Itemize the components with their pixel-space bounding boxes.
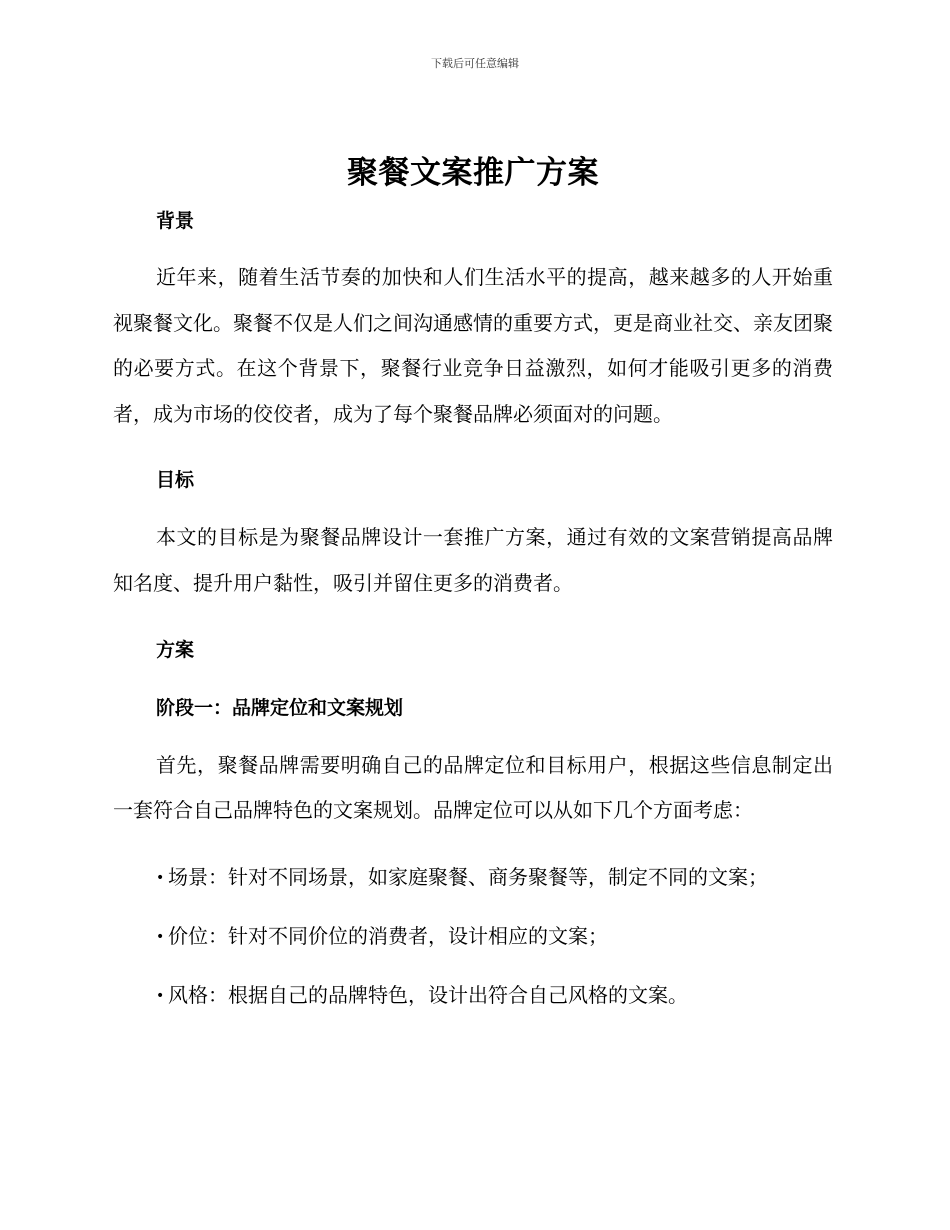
header-note: 下载后可任意编辑 bbox=[431, 57, 519, 70]
bullet-item: • 风格：根据自己的品牌特色，设计出符合自己风格的文案。 bbox=[113, 980, 833, 1011]
bullet-item: • 价位：针对不同价位的消费者，设计相应的文案； bbox=[113, 921, 833, 952]
bullet-item: • 场景：针对不同场景，如家庭聚餐、商务聚餐等，制定不同的文案； bbox=[113, 862, 833, 893]
heading-stage-one: 阶段一：品牌定位和文案规划 bbox=[156, 696, 404, 719]
document-content bbox=[113, 150, 833, 1011]
bullet-dot-icon: • bbox=[156, 928, 165, 945]
heading-goal: 目标 bbox=[156, 469, 195, 492]
heading-background: 背景 bbox=[156, 210, 195, 232]
bullet-dot-icon: • bbox=[156, 987, 165, 1004]
paragraph-goal: 本文的目标是为聚餐品牌设计一套推广方案，通过有效的文案营销提高品牌知名度、提升用户黏性，吸引并留住更多的消费者。 bbox=[113, 525, 833, 595]
paragraph-stage-one: 首先，聚餐品牌需要明确自己的品牌定位和目标用户，根据这些信息制定出一套符合自己品牌特色的文案规划。品牌定位可以从如下几个方面考虑： bbox=[113, 752, 833, 823]
document-title: 聚餐文案推广方案 bbox=[347, 155, 599, 191]
paragraph-background: 近年来，随着生活节奏的加快和人们生活水平的提高，越来越多的人开始重视聚餐文化。聚餐不仅是人们之间沟通感情的重要方式，更是商业社交、亲友团聚的必要方式。在这个背景下，聚餐行业竞争日益激烈，如何才能吸引更多的消费者，成为市场的佼佼者，成为了每个聚餐品牌必须面对的问题。 bbox=[113, 265, 833, 426]
heading-plan: 方案 bbox=[156, 638, 195, 661]
bullet-dot-icon: • bbox=[156, 869, 165, 886]
